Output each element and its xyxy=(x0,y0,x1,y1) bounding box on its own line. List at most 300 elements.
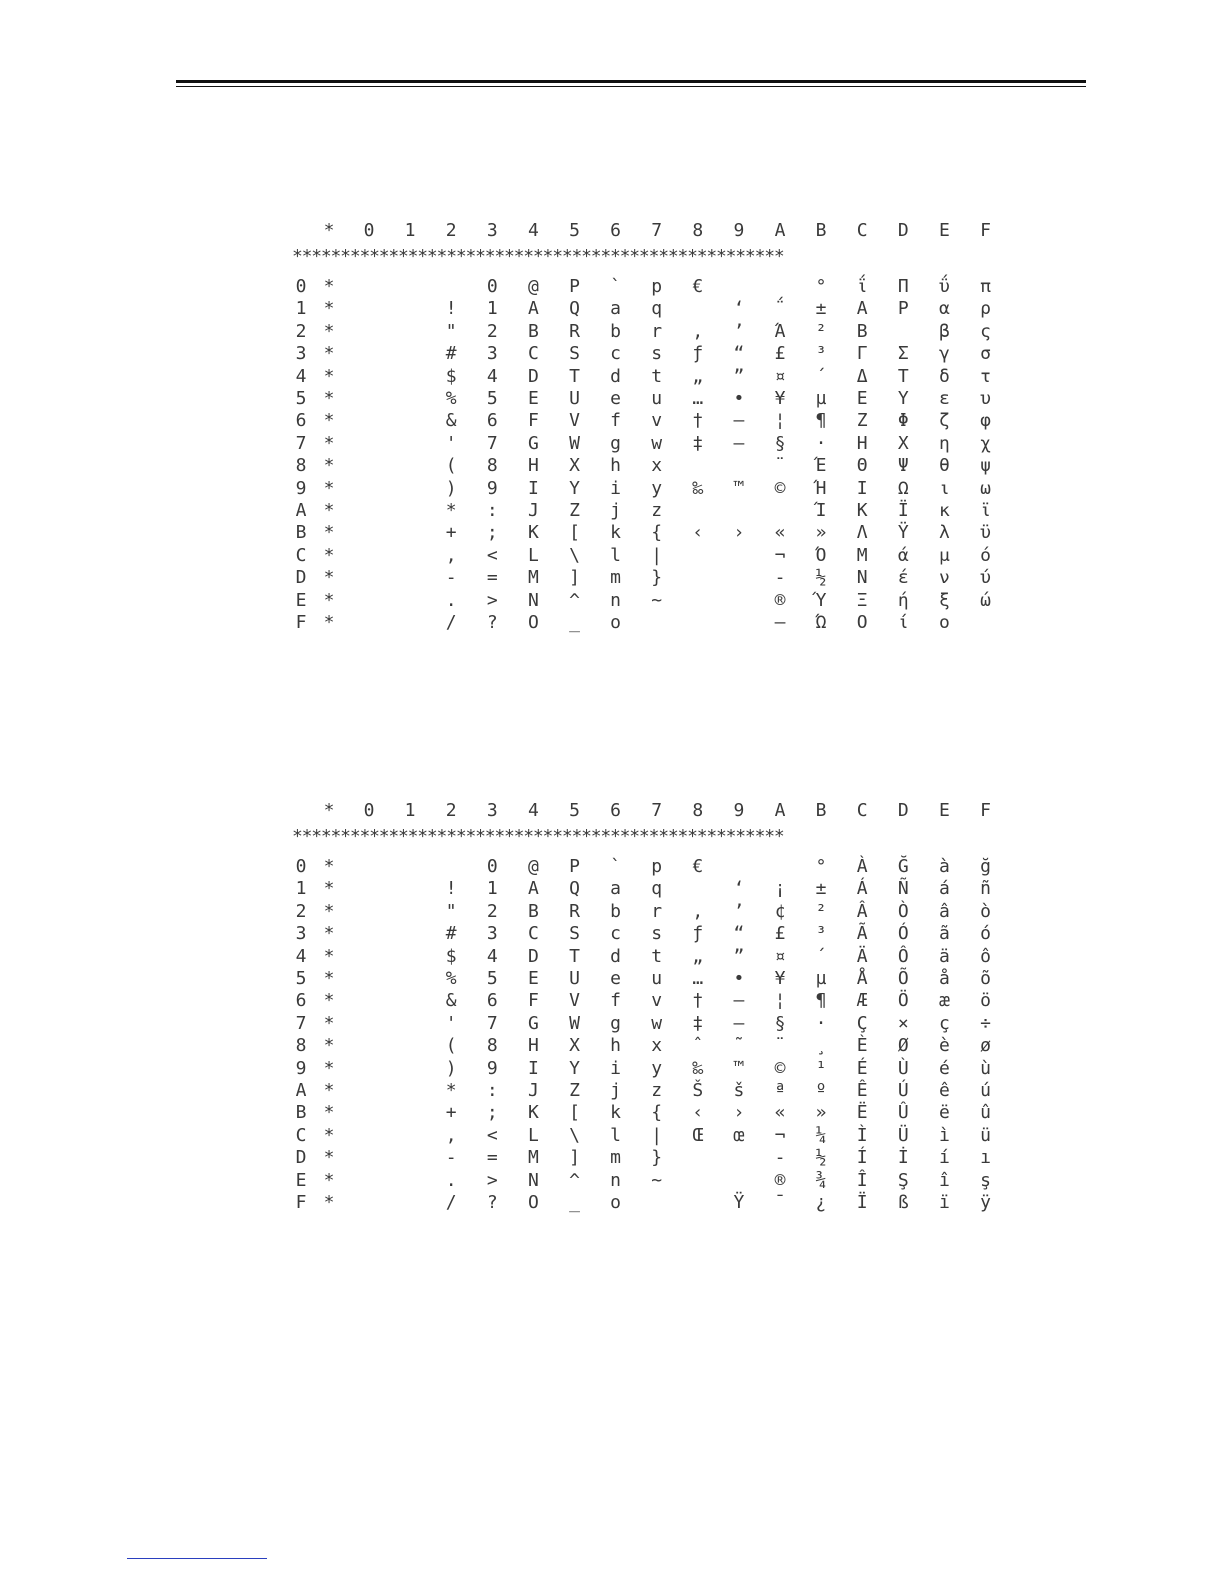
char-cell xyxy=(765,276,795,298)
char-cell xyxy=(683,455,713,477)
char-cell: p xyxy=(651,276,663,297)
char-cell: ä xyxy=(938,945,950,967)
char-cell: ß xyxy=(897,1192,909,1213)
char-cell: í xyxy=(938,1147,950,1169)
char-cell: o xyxy=(610,612,622,633)
row-label: 1 xyxy=(295,298,307,320)
star-separator: *************************************************** xyxy=(292,246,784,267)
column-header: B xyxy=(815,800,827,821)
char-cell: 5 xyxy=(486,388,498,409)
char-cell: ρ xyxy=(980,298,991,320)
char-cell xyxy=(395,1058,425,1080)
char-cell xyxy=(354,990,384,1012)
char-cell: ¨ xyxy=(774,1035,786,1057)
char-cell: ˜ xyxy=(733,1035,745,1057)
row-star: * xyxy=(323,900,335,922)
char-cell: h xyxy=(610,1035,622,1057)
row-label: E xyxy=(295,589,307,611)
char-cell: i xyxy=(610,477,622,499)
char-cell: Θ xyxy=(856,455,868,477)
char-cell: Ξ xyxy=(856,589,868,611)
char-cell: ô xyxy=(980,945,991,967)
char-cell: N xyxy=(527,1169,539,1191)
char-cell: 1 xyxy=(486,878,498,900)
char-cell: υ xyxy=(980,388,991,409)
char-cell: ^ xyxy=(569,1169,580,1191)
char-cell: ‚ xyxy=(692,900,704,922)
char-cell: o xyxy=(610,1192,622,1213)
char-cell xyxy=(395,455,425,477)
char-cell: , xyxy=(445,544,457,566)
char-cell: ï xyxy=(938,1192,950,1213)
char-cell: Ω xyxy=(897,477,909,499)
char-cell: — xyxy=(733,432,745,454)
column-header: 6 xyxy=(610,800,622,821)
char-cell: 0 xyxy=(486,276,498,297)
char-cell: Α xyxy=(856,298,868,320)
char-cell: Æ xyxy=(856,990,868,1012)
char-cell: ά xyxy=(897,544,909,566)
char-cell xyxy=(683,878,713,900)
char-cell: j xyxy=(610,1080,622,1101)
column-header: E xyxy=(938,220,950,241)
row-star: * xyxy=(323,343,335,365)
char-cell: Ô xyxy=(897,945,909,967)
char-cell: 4 xyxy=(486,365,498,387)
char-cell xyxy=(354,455,384,477)
char-cell: / xyxy=(445,1192,457,1213)
char-cell xyxy=(354,433,384,455)
char-cell xyxy=(724,612,754,634)
row-label: 7 xyxy=(295,432,307,454)
char-cell: w xyxy=(651,432,663,454)
char-cell: ú xyxy=(980,1080,991,1101)
char-cell: 3 xyxy=(486,923,498,945)
row-star: * xyxy=(323,968,335,989)
char-cell: n xyxy=(610,1169,622,1191)
char-cell: º xyxy=(815,1080,827,1101)
column-header: 5 xyxy=(569,800,580,821)
char-cell: 2 xyxy=(486,900,498,922)
char-cell xyxy=(354,366,384,388)
char-cell xyxy=(354,1170,384,1192)
row-star: * xyxy=(323,1080,335,1101)
row-label: C xyxy=(295,1124,307,1146)
char-cell: = xyxy=(486,1147,498,1169)
char-cell: õ xyxy=(980,968,991,989)
row-label: 6 xyxy=(295,990,307,1012)
char-cell: 0 xyxy=(486,856,498,877)
char-cell: C xyxy=(527,923,539,945)
char-cell: - xyxy=(445,1147,457,1169)
char-cell xyxy=(354,612,384,634)
row-label: C xyxy=(295,544,307,566)
char-cell: > xyxy=(486,589,498,611)
char-cell: ή xyxy=(897,589,909,611)
char-cell: « xyxy=(774,1102,786,1124)
char-cell: ^ xyxy=(569,589,580,611)
char-cell: Í xyxy=(856,1147,868,1169)
char-cell: à xyxy=(938,856,950,877)
char-cell: Û xyxy=(897,1102,909,1124)
row-label: 4 xyxy=(295,945,307,967)
char-cell xyxy=(395,500,425,522)
char-cell: a xyxy=(610,878,622,900)
column-header: 2 xyxy=(445,220,457,241)
row-star: * xyxy=(323,477,335,499)
column-header: 5 xyxy=(569,220,580,241)
char-cell: ί xyxy=(897,612,909,633)
top-rule-thick xyxy=(176,80,1086,83)
char-cell: ° xyxy=(815,276,827,297)
char-cell xyxy=(765,856,795,878)
char-cell: Z xyxy=(569,500,580,521)
char-cell: µ xyxy=(815,968,827,989)
char-cell: ξ xyxy=(938,589,950,611)
char-cell: } xyxy=(651,567,663,589)
char-cell: ω xyxy=(980,477,991,499)
char-cell: Q xyxy=(569,878,580,900)
character-table-1 xyxy=(292,220,1002,640)
char-cell: · xyxy=(815,432,827,454)
char-cell: ‡ xyxy=(692,1012,704,1034)
char-cell: - xyxy=(774,567,786,589)
char-cell xyxy=(724,567,754,589)
char-cell: ΄ xyxy=(815,365,827,387)
char-cell xyxy=(436,856,466,878)
char-cell xyxy=(683,1147,713,1169)
char-cell: : xyxy=(486,1080,498,1101)
char-cell: Δ xyxy=(856,365,868,387)
char-cell: φ xyxy=(980,410,991,432)
char-cell: [ xyxy=(569,1102,580,1124)
char-cell: × xyxy=(897,1012,909,1034)
char-cell xyxy=(354,1013,384,1035)
char-cell: c xyxy=(610,923,622,945)
char-cell xyxy=(354,1192,384,1214)
row-star: * xyxy=(323,544,335,566)
char-cell: î xyxy=(938,1169,950,1191)
char-cell: s xyxy=(651,923,663,945)
char-cell: n xyxy=(610,589,622,611)
char-cell: ϋ xyxy=(980,522,991,544)
char-cell: W xyxy=(569,432,580,454)
char-cell xyxy=(354,1147,384,1169)
char-cell: ã xyxy=(938,923,950,945)
row-star: * xyxy=(323,923,335,945)
char-cell: Ή xyxy=(815,477,827,499)
char-cell: p xyxy=(651,856,663,877)
char-cell xyxy=(683,500,713,522)
char-cell: è xyxy=(938,1035,950,1057)
char-cell xyxy=(395,590,425,612)
char-cell: X xyxy=(569,455,580,477)
column-header: 4 xyxy=(527,220,539,241)
char-cell: G xyxy=(527,432,539,454)
char-cell: _ xyxy=(569,612,580,633)
char-cell xyxy=(395,1170,425,1192)
header-star: * xyxy=(323,800,335,821)
char-cell: [ xyxy=(569,522,580,544)
char-cell: ϊ xyxy=(980,500,991,521)
char-cell: Ğ xyxy=(897,856,909,877)
char-cell: Ë xyxy=(856,1102,868,1124)
char-cell: ñ xyxy=(980,878,991,900)
char-cell: £ xyxy=(774,343,786,365)
char-cell: À xyxy=(856,856,868,877)
char-cell xyxy=(354,901,384,923)
char-cell: ό xyxy=(980,544,991,566)
char-cell: È xyxy=(856,1035,868,1057)
char-cell: » xyxy=(815,1102,827,1124)
char-cell: Î xyxy=(856,1169,868,1191)
char-cell: Ç xyxy=(856,1012,868,1034)
char-cell: = xyxy=(486,567,498,589)
char-cell: K xyxy=(527,1102,539,1124)
column-header: 3 xyxy=(486,220,498,241)
char-cell xyxy=(354,567,384,589)
char-cell: Σ xyxy=(897,343,909,365)
char-cell: ‰ xyxy=(692,477,704,499)
char-cell xyxy=(724,455,754,477)
char-cell: € xyxy=(692,856,704,877)
column-header: 1 xyxy=(404,220,416,241)
char-cell: ¡ xyxy=(774,878,786,900)
char-cell: ¦ xyxy=(774,410,786,432)
char-cell: Ψ xyxy=(897,455,909,477)
char-cell: € xyxy=(692,276,704,297)
char-cell: É xyxy=(856,1057,868,1079)
column-header: D xyxy=(897,220,909,241)
char-cell xyxy=(395,522,425,544)
char-cell: ‹ xyxy=(692,1102,704,1124)
char-cell: ‚ xyxy=(692,320,704,342)
row-label: 8 xyxy=(295,1035,307,1057)
char-cell: P xyxy=(569,856,580,877)
char-cell: ³ xyxy=(815,343,827,365)
char-cell: H xyxy=(527,1035,539,1057)
char-cell: ψ xyxy=(980,455,991,477)
char-cell: ’ xyxy=(733,320,745,342)
char-cell: ― xyxy=(774,612,786,633)
char-cell: m xyxy=(610,1147,622,1169)
char-cell xyxy=(395,410,425,432)
column-header: 1 xyxy=(404,800,416,821)
char-cell: Β xyxy=(856,320,868,342)
char-cell: Ø xyxy=(897,1035,909,1057)
char-cell: C xyxy=(527,343,539,365)
char-cell: Τ xyxy=(897,365,909,387)
char-cell: ™ xyxy=(733,477,745,499)
char-cell: ½ xyxy=(815,567,827,589)
char-cell: Κ xyxy=(856,500,868,521)
char-cell xyxy=(395,343,425,365)
char-cell xyxy=(395,968,425,990)
char-cell: & xyxy=(445,410,457,432)
char-cell: z xyxy=(651,1080,663,1101)
char-cell: Ϋ xyxy=(897,522,909,544)
char-cell xyxy=(683,298,713,320)
char-cell: ë xyxy=(938,1102,950,1124)
char-cell: Ì xyxy=(856,1124,868,1146)
char-cell xyxy=(642,612,672,634)
row-star: * xyxy=(323,410,335,432)
char-cell: ” xyxy=(733,365,745,387)
char-cell: Ϊ xyxy=(897,500,909,521)
row-label: 9 xyxy=(295,1057,307,1079)
char-cell: ' xyxy=(445,432,457,454)
char-cell: J xyxy=(527,500,539,521)
char-cell: ± xyxy=(815,878,827,900)
char-cell: - xyxy=(774,1147,786,1169)
char-cell xyxy=(354,590,384,612)
char-cell: æ xyxy=(938,990,950,1012)
char-cell: é xyxy=(938,1057,950,1079)
column-header: F xyxy=(980,800,991,821)
char-cell: * xyxy=(445,1080,457,1101)
column-header: C xyxy=(856,800,868,821)
char-cell: ± xyxy=(815,298,827,320)
char-cell: ) xyxy=(445,1057,457,1079)
char-cell: ˆ xyxy=(692,1035,704,1057)
char-cell: 6 xyxy=(486,410,498,432)
char-cell xyxy=(724,590,754,612)
char-cell: K xyxy=(527,522,539,544)
char-cell: â xyxy=(938,900,950,922)
column-header: 9 xyxy=(733,800,745,821)
char-cell xyxy=(724,856,754,878)
char-cell: a xyxy=(610,298,622,320)
char-cell: Η xyxy=(856,432,868,454)
char-cell: Œ xyxy=(692,1124,704,1146)
char-cell: ª xyxy=(774,1080,786,1101)
char-cell: Ù xyxy=(897,1057,909,1079)
footnote-rule xyxy=(127,1558,267,1559)
column-header: 7 xyxy=(651,800,663,821)
char-cell: r xyxy=(651,320,663,342)
row-star: * xyxy=(323,856,335,877)
row-label: 4 xyxy=(295,365,307,387)
char-cell: ç xyxy=(938,1012,950,1034)
char-cell: « xyxy=(774,522,786,544)
char-cell: _ xyxy=(569,1192,580,1213)
char-cell xyxy=(395,946,425,968)
char-cell: S xyxy=(569,343,580,365)
char-cell xyxy=(395,1147,425,1169)
char-cell: T xyxy=(569,365,580,387)
char-cell: D xyxy=(527,945,539,967)
char-cell: ¥ xyxy=(774,388,786,409)
char-cell: ™ xyxy=(733,1057,745,1079)
row-label: F xyxy=(295,612,307,633)
char-cell xyxy=(888,321,918,343)
char-cell xyxy=(395,901,425,923)
char-cell: ν xyxy=(938,567,950,589)
char-cell: … xyxy=(692,388,704,409)
char-cell: ¯ xyxy=(774,1192,786,1213)
char-cell: Q xyxy=(569,298,580,320)
char-cell: α xyxy=(938,298,950,320)
column-header: E xyxy=(938,800,950,821)
char-cell: i xyxy=(610,1057,622,1079)
char-cell xyxy=(354,522,384,544)
char-cell xyxy=(683,612,713,634)
char-cell: ® xyxy=(774,1169,786,1191)
char-cell: 8 xyxy=(486,455,498,477)
char-cell xyxy=(683,590,713,612)
char-cell xyxy=(724,1147,754,1169)
char-cell: ÿ xyxy=(980,1192,991,1213)
char-cell: ‡ xyxy=(692,432,704,454)
char-cell: g xyxy=(610,1012,622,1034)
char-cell: ³ xyxy=(815,923,827,945)
char-cell: & xyxy=(445,990,457,1012)
row-label: 9 xyxy=(295,477,307,499)
row-label: 3 xyxy=(295,923,307,945)
char-cell: L xyxy=(527,544,539,566)
char-cell: Ò xyxy=(897,900,909,922)
char-cell: S xyxy=(569,923,580,945)
char-cell xyxy=(395,366,425,388)
char-cell: * xyxy=(445,500,457,521)
column-header: 0 xyxy=(363,220,375,241)
char-cell: Ζ xyxy=(856,410,868,432)
char-cell: · xyxy=(815,1012,827,1034)
char-cell xyxy=(436,276,466,298)
char-cell: D xyxy=(527,365,539,387)
char-cell: ; xyxy=(486,1102,498,1124)
char-cell: V xyxy=(569,990,580,1012)
char-cell: . xyxy=(445,589,457,611)
char-cell: • xyxy=(733,968,745,989)
char-cell: ¶ xyxy=(815,990,827,1012)
char-cell: Á xyxy=(856,878,868,900)
char-cell xyxy=(724,1170,754,1192)
char-cell: σ xyxy=(980,343,991,365)
char-cell xyxy=(354,878,384,900)
char-cell xyxy=(971,612,1001,634)
char-cell xyxy=(354,388,384,410)
char-cell xyxy=(395,478,425,500)
char-cell: © xyxy=(774,1057,786,1079)
char-cell: κ xyxy=(938,500,950,521)
char-cell: h xyxy=(610,455,622,477)
char-cell: › xyxy=(733,522,745,544)
char-cell: Χ xyxy=(897,432,909,454)
top-rule-thin xyxy=(176,86,1086,87)
row-label: A xyxy=(295,500,307,521)
char-cell: X xyxy=(569,1035,580,1057)
row-star: * xyxy=(323,276,335,297)
char-cell: Ä xyxy=(856,945,868,967)
char-cell: İ xyxy=(897,1147,909,1169)
char-cell xyxy=(765,500,795,522)
char-cell: t xyxy=(651,945,663,967)
char-cell: ζ xyxy=(938,410,950,432)
char-cell: Ρ xyxy=(897,298,909,320)
char-cell: b xyxy=(610,320,622,342)
char-cell: έ xyxy=(897,567,909,589)
char-cell xyxy=(724,276,754,298)
row-star: * xyxy=(323,589,335,611)
char-cell: L xyxy=(527,1124,539,1146)
char-cell xyxy=(395,276,425,298)
row-label: B xyxy=(295,522,307,544)
char-cell: £ xyxy=(774,923,786,945)
char-cell xyxy=(395,545,425,567)
char-cell: Ã xyxy=(856,923,868,945)
char-cell: ~ xyxy=(651,589,663,611)
